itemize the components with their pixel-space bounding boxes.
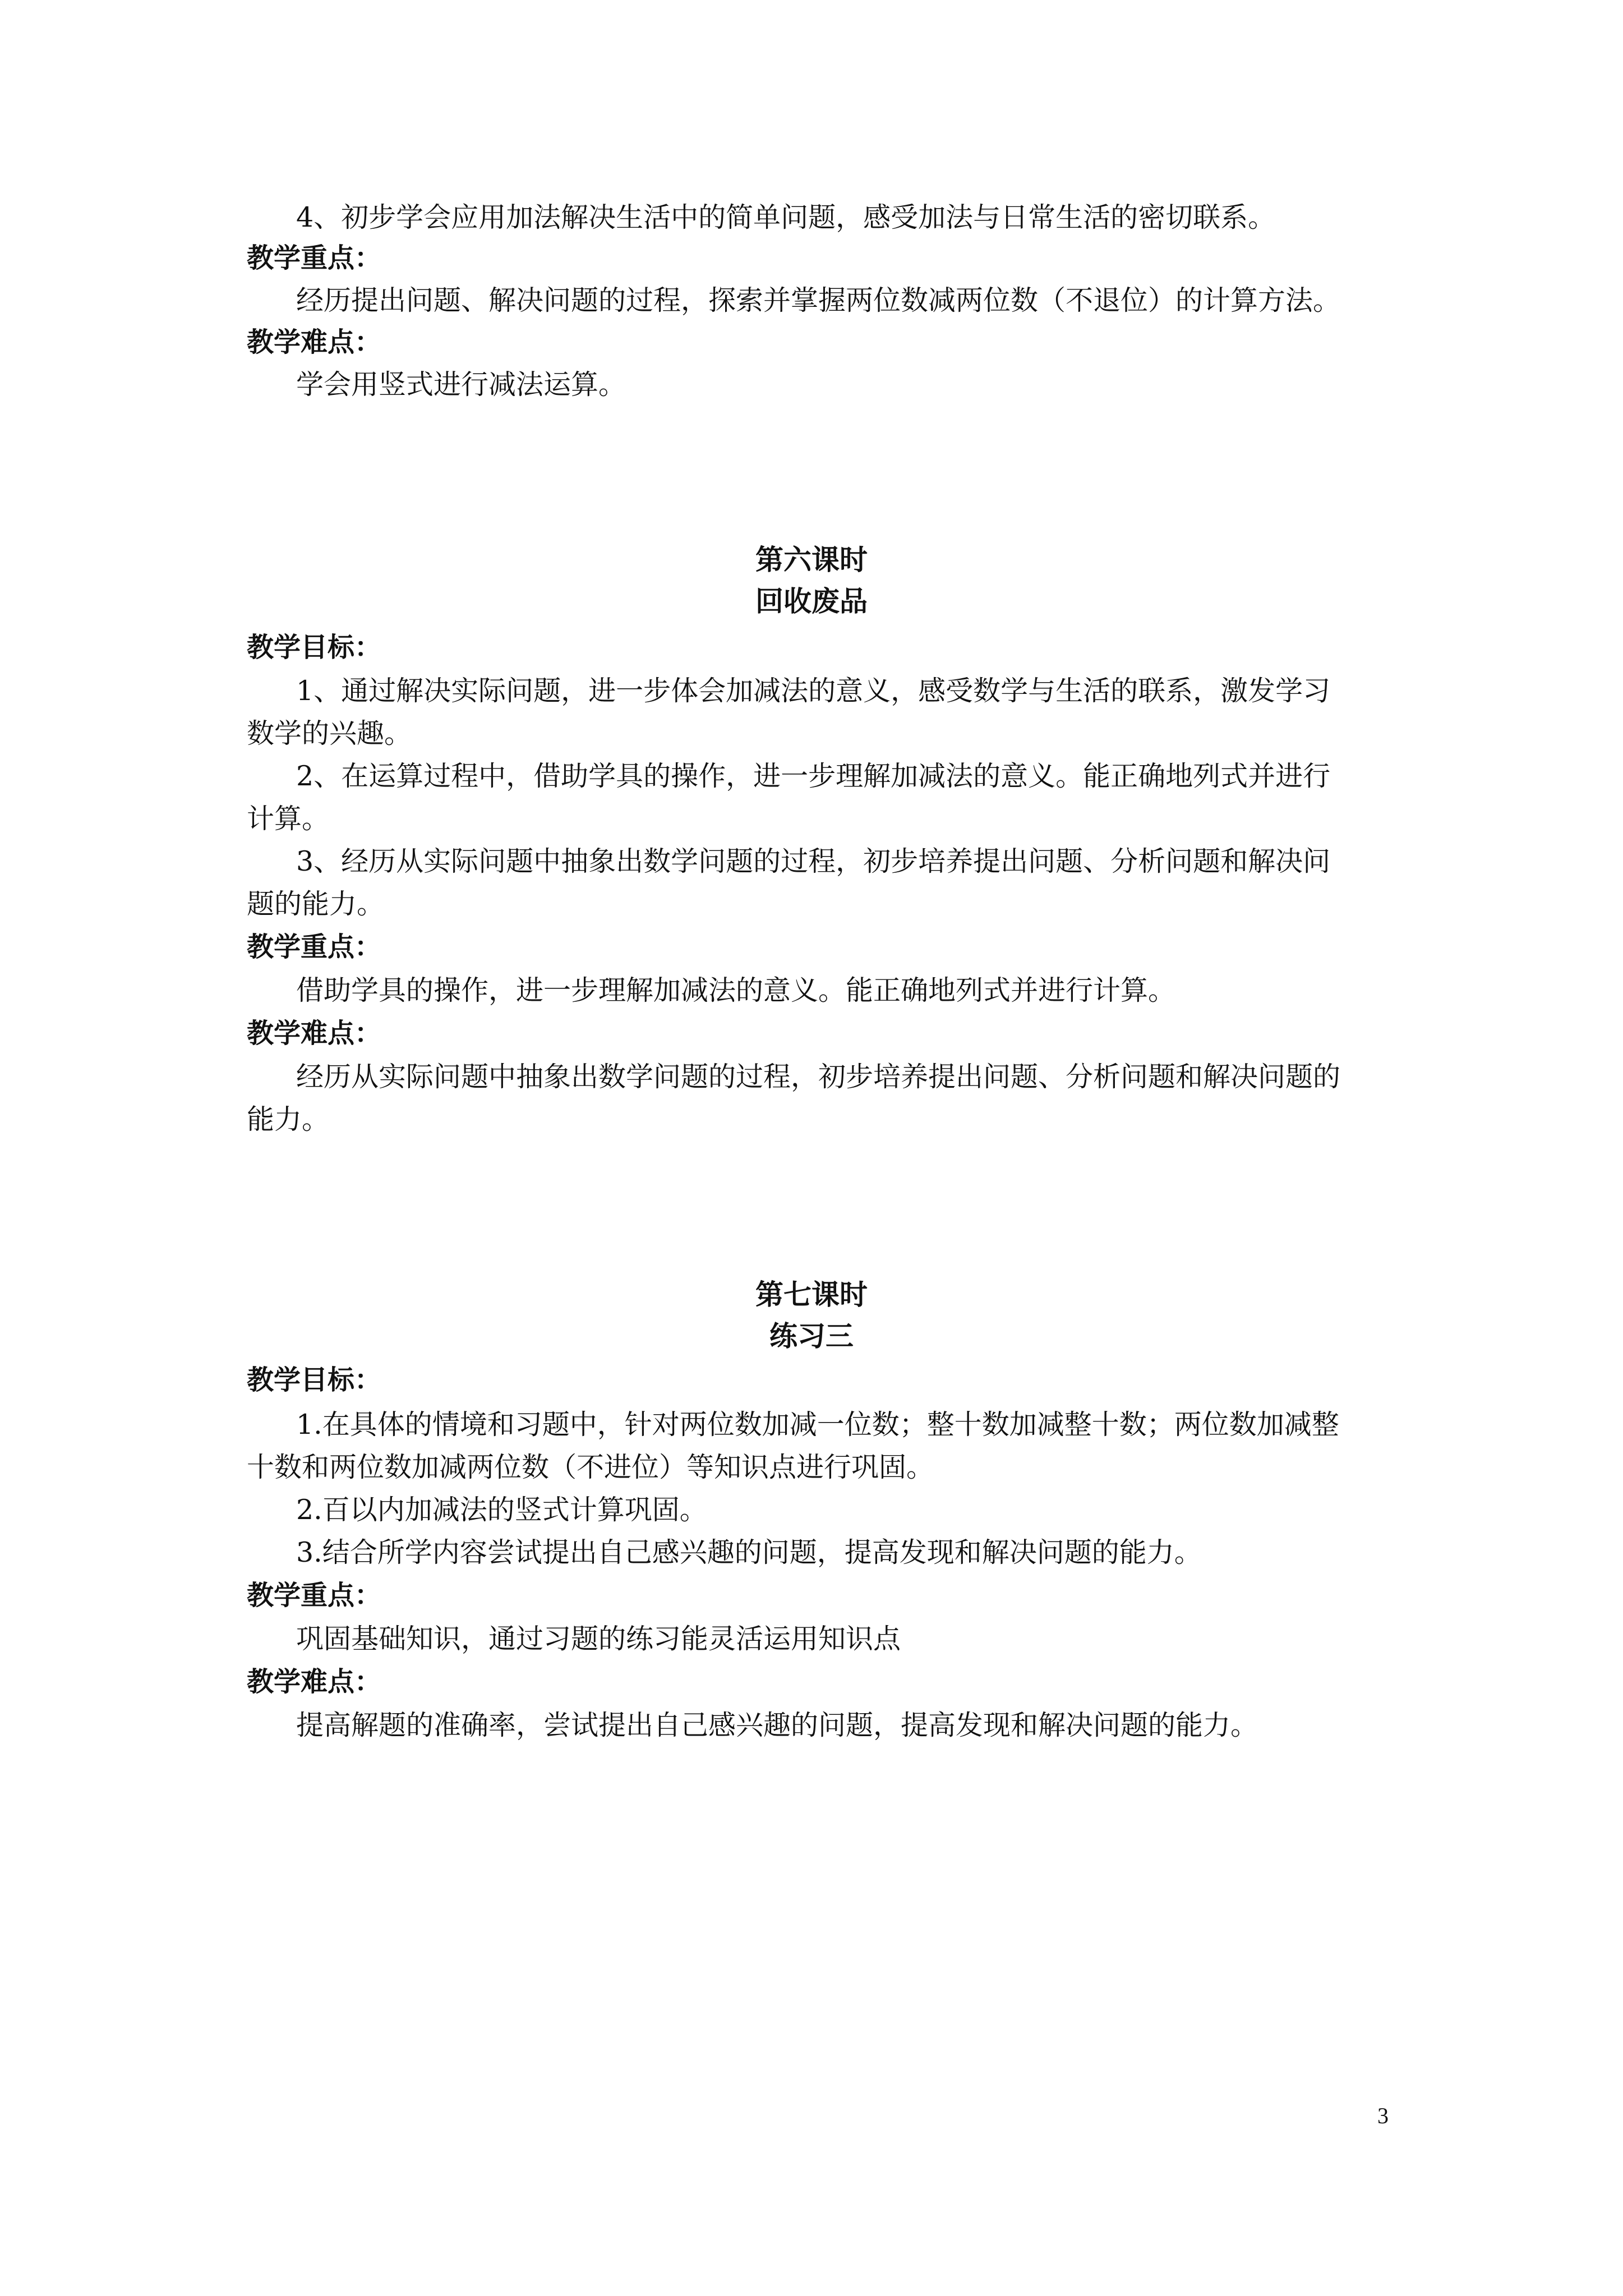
lesson-6-key-points-text: 借助学具的操作，进一步理解加减法的意义。能正确地列式并进行计算。: [296, 974, 1176, 1006]
lesson-7-objective-3: 3.结合所学内容尝试提出自己感兴趣的问题，提高发现和解决问题的能力。: [296, 1536, 1202, 1568]
lesson-6-subtitle: 回收废品: [755, 585, 868, 618]
lesson-7-subtitle: 练习三: [769, 1320, 854, 1352]
lesson-7-objective-1: 1.在具体的情境和习题中，针对两位数加减一位数；整十数加减整十数；两位数加减整: [296, 1409, 1339, 1441]
key-points-text: 经历提出问题、解决问题的过程，探索并掌握两位数减两位数（不退位）的计算方法。: [296, 284, 1341, 316]
lesson-7-objectives-heading: 教学目标：: [247, 1364, 382, 1396]
lesson-6-objective-3-continued: 题的能力。: [247, 888, 385, 920]
lesson-6-key-points-heading: 教学重点：: [247, 931, 382, 963]
lesson-7-difficulties-text: 提高解题的准确率，尝试提出自己感兴趣的问题，提高发现和解决问题的能力。: [296, 1709, 1258, 1741]
lesson-7-title: 第七课时: [755, 1278, 868, 1311]
lesson-6-objective-3: 3、经历从实际问题中抽象出数学问题的过程，初步培养提出问题、分析问题和解决问: [296, 845, 1331, 877]
lesson-6-objective-1: 1、通过解决实际问题，进一步体会加减法的意义，感受数学与生活的联系，激发学习: [296, 675, 1331, 707]
lesson-6-title: 第六课时: [755, 544, 868, 576]
key-points-heading: 教学重点：: [247, 242, 382, 274]
lesson-6-difficulties-heading: 教学难点：: [247, 1018, 382, 1049]
difficulties-heading: 教学难点：: [247, 326, 382, 358]
page-number: 3: [1377, 2103, 1389, 2128]
objective-4: 4、初步学会应用加法解决生活中的简单问题，感受加法与日常生活的密切联系。: [296, 201, 1276, 233]
lesson-6-difficulties-text-continued: 能力。: [247, 1103, 330, 1135]
lesson-6-objectives-heading: 教学目标：: [247, 632, 382, 663]
lesson-6-difficulties-text: 经历从实际问题中抽象出数学问题的过程，初步培养提出问题、分析问题和解决问题的: [296, 1061, 1341, 1093]
lesson-7-difficulties-heading: 教学难点：: [247, 1666, 382, 1697]
lesson-6-objective-2: 2、在运算过程中，借助学具的操作，进一步理解加减法的意义。能正确地列式并进行: [296, 760, 1331, 792]
lesson-7-key-points-text: 巩固基础知识，通过习题的练习能灵活运用知识点: [296, 1623, 901, 1655]
difficulties-text: 学会用竖式进行减法运算。: [296, 369, 626, 401]
lesson-6-objective-1-continued: 数学的兴趣。: [247, 717, 412, 749]
lesson-6-objective-2-continued: 计算。: [247, 803, 330, 835]
lesson-7-key-points-heading: 教学重点：: [247, 1580, 382, 1611]
lesson-7-objective-1-continued: 十数和两位数加减两位数（不进位）等知识点进行巩固。: [247, 1451, 934, 1483]
lesson-7-objective-2: 2.百以内加减法的竖式计算巩固。: [296, 1494, 707, 1526]
